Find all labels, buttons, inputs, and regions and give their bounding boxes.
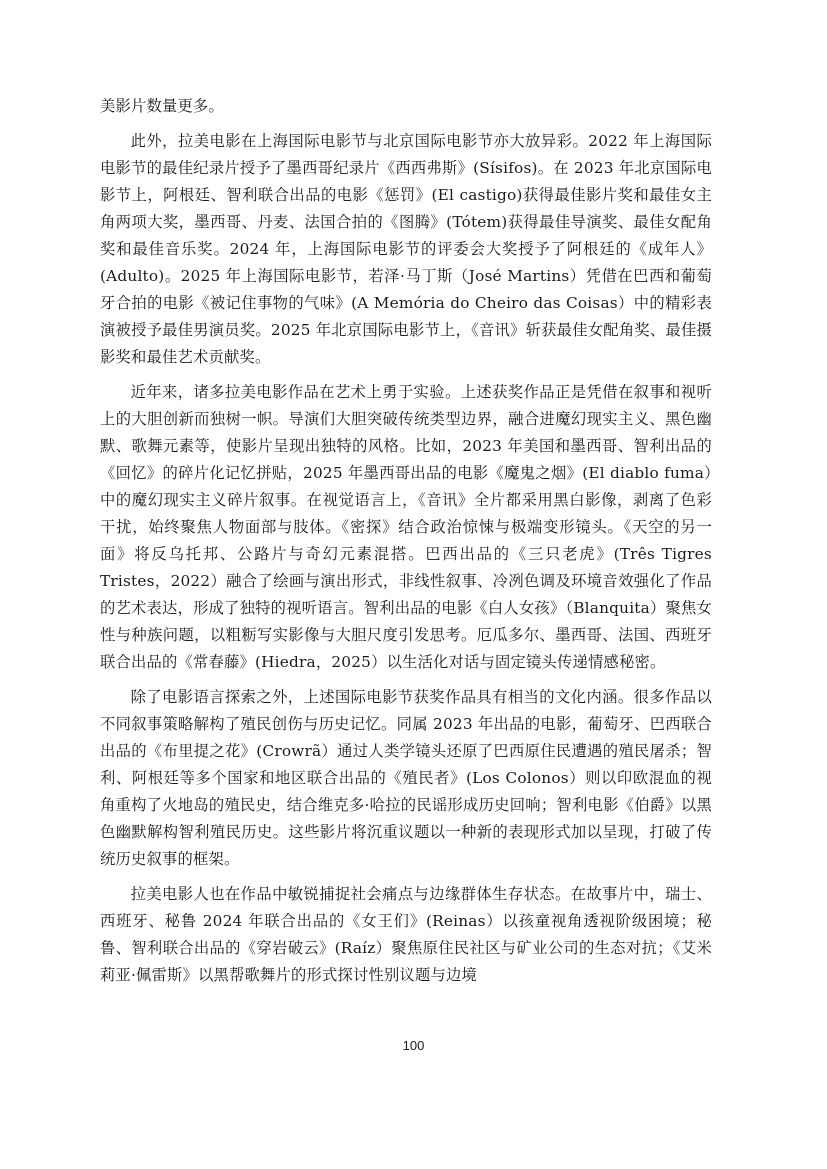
document-body — [100, 93, 712, 997]
page-number: 100 — [402, 1038, 425, 1053]
paragraph-colonial-memory: 除了电影语言探索之外，上述国际电影节获奖作品具有相当的文化内涵。很多作品以不同叙事策略解构了殖民创伤与历史记忆。同属 2023 年出品的电影，葡萄牙、巴西联合出品的《布里提之花》(Crowrã）通过人类学镜头还原了巴西原住民遭遇的殖民屠杀；智利、阿根廷等多个国家和地区联合出品的《殖民者》(Los Colonos）则以印欧混血的视角重构了火地岛的殖民史，结合维克多·哈拉的民谣形成历史回响；智利电影《伯爵》以黑色幽默解构智利殖民历史。这些影片将沉重议题以一种新的表现形式加以呈现，打破了传统历史叙事的框架。 — [100, 688, 712, 868]
paragraph-social-issues: 拉美电影人也在作品中敏锐捕捉社会痛点与边缘群体生存状态。在故事片中，瑞士、西班牙、秘鲁 2024 年联合出品的《女王们》(Reinas）以孩童视角透视阶级困境；秘鲁、智利联合出品的《穿岩破云》(Raíz）聚焦原住民社区与矿业公司的生态对抗；《艾米莉亚·佩雷斯》以黑帮歌舞片的形式探讨性别议题与边境 — [100, 885, 712, 984]
paragraph-continued: 美影片数量更多。 — [100, 97, 224, 115]
paragraph-film-festivals: 此外，拉美电影在上海国际电影节与北京国际电影节亦大放异彩。2022 年上海国际电影节的最佳纪录片授予了墨西哥纪录片《西西弗斯》(Sísifos)。在 2023 年北京国际电影节上，阿根廷、智利联合出品的电影《惩罚》(El castigo)获得最佳影片奖和最佳女主角两项大奖，墨西哥、丹麦、法国合拍的《图腾》(Tótem)获得最佳导演奖、最佳女配角奖和最佳音乐奖。2024 年，上海国际电影节的评委会大奖授予了阿根廷的《成年人》(Adulto)。2025 年上海国际电影节，若泽·马丁斯（José Martins）凭借在巴西和葡萄牙合拍的电影《被记住事物的气味》(A Memória do Cheiro das Coisas）中的精彩表演被授予最佳男演员奖。2025 年北京国际电影节上，《音讯》斩获最佳女配角奖、最佳摄影奖和最佳艺术贡献奖。 — [100, 132, 712, 366]
paragraph-artistic-experiment: 近年来，诸多拉美电影作品在艺术上勇于实验。上述获奖作品正是凭借在叙事和视听上的大胆创新而独树一帜。导演们大胆突破传统类型边界，融合进魔幻现实主义、黑色幽默、歌舞元素等，使影片呈现出独特的风格。比如，2023 年美国和墨西哥、智利出品的《回忆》的碎片化记忆拼贴，2025 年墨西哥出品的电影《魔鬼之烟》(El diablo fuma）中的魔幻现实主义碎片叙事。在视觉语言上，《音讯》全片都采用黑白影像，剥离了色彩干扰，始终聚焦人物面部与肢体。《密探》结合政治惊悚与极端变形镜头。《天空的另一面》将反乌托邦、公路片与奇幻元素混搭。巴西出品的《三只老虎》(Três Tigres Tristes，2022）融合了绘画与演出形式，非线性叙事、冷冽色调及环境音效强化了作品的艺术表达，形成了独特的视听语言。智利出品的电影《白人女孩》（Blanquita）聚焦女性与种族问题，以粗粝写实影像与大胆尺度引发思考。厄瓜多尔、墨西哥、法国、西班牙联合出品的《常春藤》(Hiedra，2025）以生活化对话与固定镜头传递情感秘密。 — [100, 383, 712, 671]
